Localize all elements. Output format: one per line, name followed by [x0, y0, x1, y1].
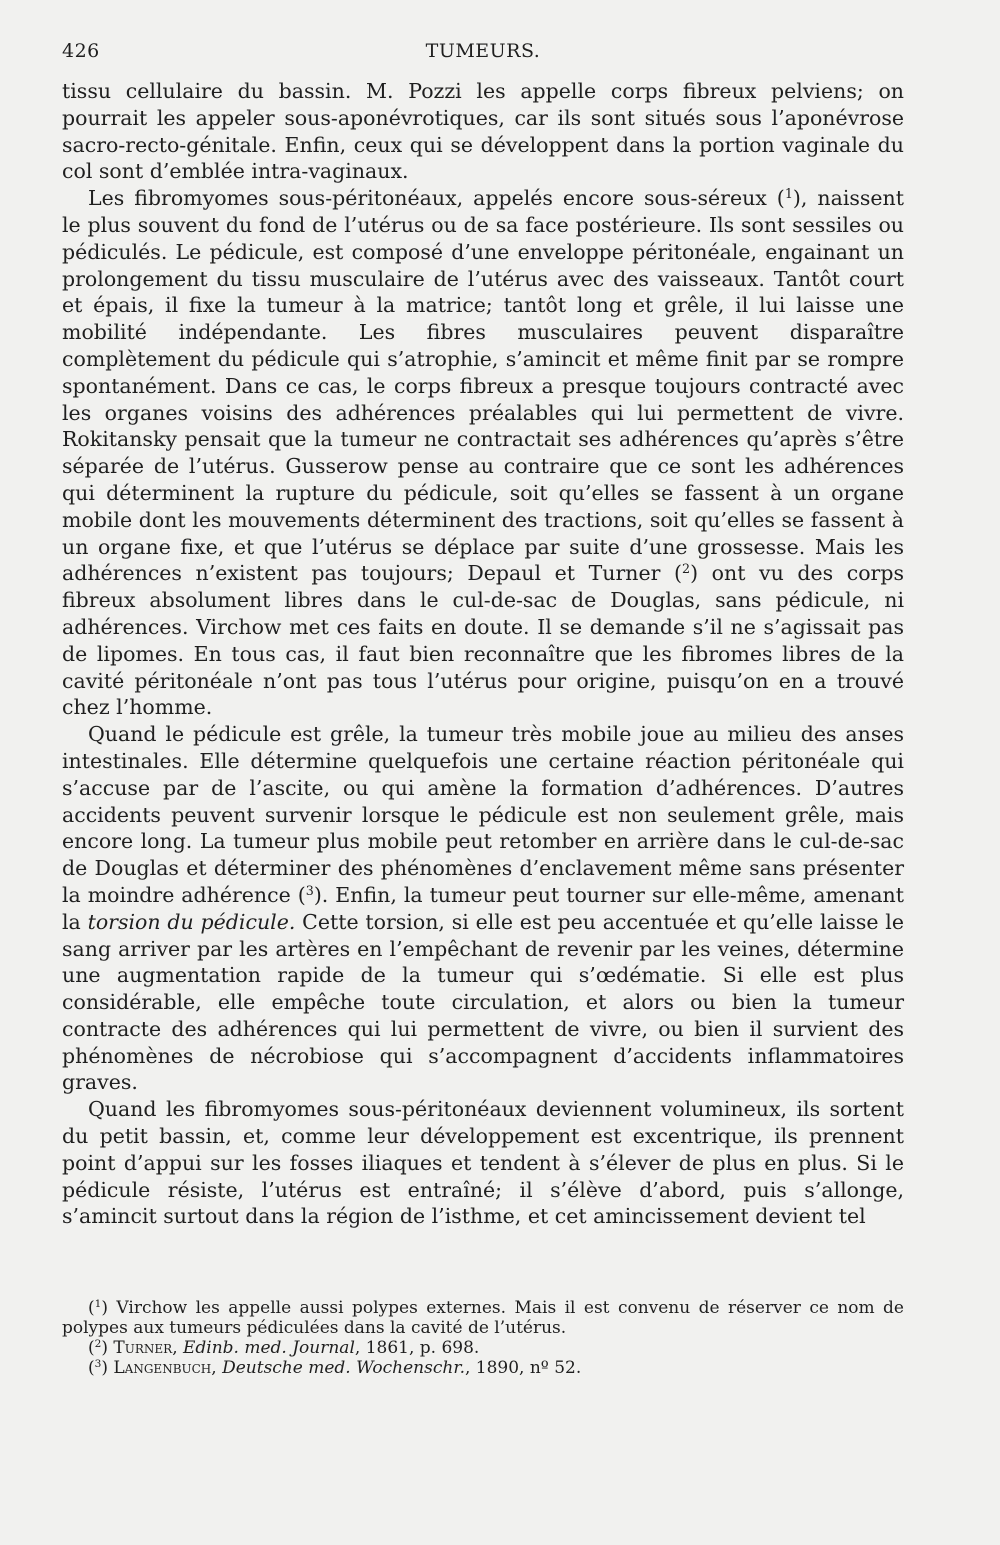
italic-text: torsion du pédicule.	[87, 909, 296, 934]
italic-text: Deutsche med. Wochenschr.	[222, 1358, 465, 1378]
text-run: )	[101, 1358, 114, 1378]
text-run: (	[88, 1338, 95, 1358]
footnote-marker: 1	[94, 1298, 102, 1311]
running-title: TUMEURS.	[425, 40, 541, 62]
text-run: (	[88, 1298, 95, 1318]
text-run: (	[88, 1358, 95, 1378]
text-run: )	[101, 1338, 114, 1358]
page-number: 426	[62, 40, 100, 62]
footnote-marker: 2	[681, 561, 691, 577]
italic-text: Edinb. med. Journal	[183, 1338, 355, 1358]
text-run: ) ont vu des corps fibreux absolument libres dans le cul-de-sac de Douglas, sans pédicule, ni adhérences. Virchow met ces faits en doute. Il se demande s’il ne s’agissait pas de lipomes. En tous cas, il faut bien reconnaître que les fibromes libres de la cavité péritonéale n’ont pas tous l’utérus pour origine, puisqu’on en a trouvé chez l’homme.	[62, 561, 905, 720]
text-run: , 1861, p. 698.	[354, 1338, 480, 1358]
text-run: , 1890, nº 52.	[464, 1358, 582, 1378]
footnote	[62, 1338, 904, 1358]
paragraph	[62, 721, 904, 1096]
body-text	[62, 78, 904, 1230]
text-run: ,	[211, 1358, 223, 1378]
text-run: Quand le pédicule est grêle, la tumeur très mobile joue au milieu des anses intestinales. Elle détermine quelquefois une certaine réaction péritonéale qui s’accuse par de l’ascite, ou qui amène la formation d’adhérences. D’autres accidents peuvent survenir lorsque le pédicule est non seulement grêle, mais encore long. La tumeur plus mobile peut retomber en arrière dans le cul-de-sac de Douglas et déterminer des phénomènes d’enclavement même sans présenter la moindre adhérence (	[62, 722, 904, 907]
footnotes	[62, 1298, 904, 1378]
text-run: Cette torsion, si elle est peu accentuée et qu’elle laisse le sang arriver par les artères en l’empêchant de revenir par les veines, détermine une augmentation rapide de la tumeur qui s’œdématie. Si elle est plus considérable, elle empêche toute circulation, et alors ou bien la tumeur contracte des adhérences qui lui permettent de vivre, ou bien il survient des phénomènes de nécrobiose qui s’accompagnent d’accidents inflammatoires graves.	[62, 909, 904, 1095]
page-header	[62, 40, 904, 68]
author-name: Turner	[113, 1338, 173, 1358]
paragraph	[62, 78, 904, 185]
text-run: Quand les fibromyomes sous-péritonéaux deviennent volumineux, ils sortent du petit bassin, et, comme leur développement est excentrique, ils prennent point d’appui sur les fosses iliaques et tendent à s’élever de plus en plus. Si le pédicule résiste, l’utérus est entraîné; il s’élève d’abord, puis s’allonge, s’amincit surtout dans la région de l’isthme, et cet amincissement devient tel	[62, 1097, 904, 1229]
footnote	[62, 1298, 904, 1338]
text-run: ), naissent le plus souvent du fond de l’utérus ou de sa face postérieure. Ils sont sessiles ou pédiculés. Le pédicule, est composé d’une enveloppe péritonéale, engainant un prolongement du tissu musculaire de l’utérus avec des vaisseaux. Tantôt court et épais, il fixe la tumeur à la matrice; tantôt long et grêle, il lui laisse une mobilité indépendante. Les fibres musculaires peuvent disparaître complètement du pédicule qui s’atrophie, s’amincit et même finit par se rompre spontanément. Dans ce cas, le corps fibreux a presque toujours contracté avec les organes voisins des adhérences préalables qui lui permettent de vivre. Rokitansky pensait que la tumeur ne contractait ses adhérences qu’après s’être séparée de l’utérus. Gusserow pense au contraire que ce sont les adhérences qui déterminent la rupture du pédicule, soit qu’elles se fassent à un organe mobile dont les mouvements déterminent des tractions, soit qu’elles se fassent à un organe fixe, et que l’utérus se déplace par suite d’une grossesse. Mais les adhérences n’existent pas toujours; Depaul et Turner (	[62, 186, 904, 586]
text-run: Les fibromyomes sous-péritonéaux, appelés encore sous-séreux (	[88, 186, 785, 211]
footnote	[62, 1358, 904, 1378]
author-name: Langenbuch	[113, 1358, 212, 1378]
paragraph	[62, 1096, 904, 1230]
footnote-marker: 3	[94, 1358, 102, 1371]
footnote-marker: 1	[784, 186, 793, 202]
paragraph	[62, 185, 904, 721]
footnote-marker: 2	[94, 1338, 102, 1351]
text-run: ,	[172, 1338, 183, 1358]
text-run: tissu cellulaire du bassin. M. Pozzi les appelle corps fibreux pelviens; on pourrait les appeler sous-aponévrotiques, car ils sont situés sous l’aponévrose sacro-recto-génitale. Enfin, ceux qui se développent dans la portion vaginale du col sont d’emblée intra-vaginaux.	[62, 79, 904, 184]
text-run: ) Virchow les appelle aussi polypes externes. Mais il est convenu de réserver ce nom de polypes aux tumeurs pédiculées dans la cavité de l’utérus.	[62, 1298, 904, 1338]
text-run: ). Enfin, la tumeur peut tourner sur elle-même, amenant la	[62, 882, 904, 934]
footnote-marker: 3	[305, 882, 314, 898]
